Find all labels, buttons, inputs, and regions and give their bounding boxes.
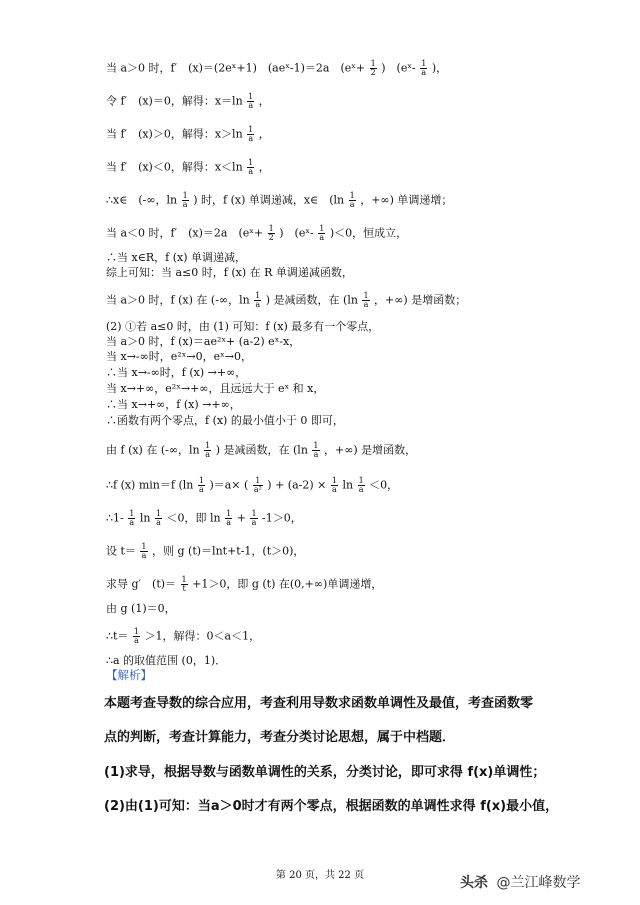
fraction: $\frac{1}{2}$ xyxy=(370,59,376,77)
solution-line-10: (2) ①若 a≤0 时，由 (1) 可知：f (x) 最多有一个零点， xyxy=(106,320,380,333)
text: 当 a＞0 时，f (x) 在 (-∞，ln xyxy=(106,293,250,307)
text: )＝a× ( xyxy=(209,478,249,492)
fraction: $\frac{1}{a}$ xyxy=(133,627,140,645)
text: ∴1- xyxy=(106,511,124,525)
solution-line-20 xyxy=(106,543,304,560)
watermark-text: @兰江峰数学 xyxy=(496,875,581,891)
fraction: $\frac{1}{a}$ xyxy=(205,441,211,459)
text: ) 是减函数，在 (ln xyxy=(215,443,308,457)
solution-line-16: ∴函数有两个零点，f (x) 的最小值小于 0 即可， xyxy=(106,414,344,427)
toutiao-logo-icon: 头杀 xyxy=(460,875,488,891)
solution-line-8: 综上可知：当 a≤0 时，f (x) 在 R 单调递减函数， xyxy=(106,266,353,279)
text: ，+∞) 是增函数， xyxy=(324,443,417,457)
solution-line-7: ∴当 x∈R，f (x) 单调递减， xyxy=(106,251,246,264)
fraction: $\frac{1}{a}$ xyxy=(421,59,427,77)
fraction: $\frac{1}{t}$ xyxy=(181,575,187,593)
fraction: $\frac{1}{a}$ xyxy=(331,476,337,494)
solution-line-11: 当 a＞0 时，f (x)＝ae²ˣ+ (a-2) eˣ-x， xyxy=(106,335,301,348)
solution-line-6 xyxy=(106,225,407,242)
analysis-paragraph-1: 本题考查导数的综合应用，考查利用导数求函数单调性及最值，考查函数零 xyxy=(104,696,534,711)
text: ∴x∈ (-∞，ln xyxy=(106,193,178,207)
text: ∴f (x) min＝f (ln xyxy=(106,478,194,492)
text: ) 时，f (x) 单调递减，x∈ (ln xyxy=(193,193,345,207)
text: ∴t＝ xyxy=(106,629,129,643)
fraction: $\frac{1}{a}$ xyxy=(182,191,188,209)
solution-line-19 xyxy=(106,510,302,527)
text: 令 f′ (x)＝0，解得：x＝ln xyxy=(106,94,243,108)
solution-line-4: 当 f′ (x)＜0，解得：x＜ln $\frac{1}{a}$ ， xyxy=(106,158,270,176)
text: -1＞0， xyxy=(262,511,302,525)
text: 求导 g′ (t)＝ xyxy=(106,577,177,591)
text: 当 f′ (x)＞0，解得：x＞ln xyxy=(106,127,243,141)
text: 由 f (x) 在 (-∞，ln xyxy=(106,443,200,457)
fraction: $\frac{1}{a}$ xyxy=(358,476,364,494)
text: ) (eˣ- xyxy=(381,61,416,75)
solution-line-21 xyxy=(106,576,382,593)
fraction: $\frac{1}{a}$ xyxy=(248,158,254,176)
text: ln xyxy=(342,478,354,492)
text: ＞1，解得：0＜a＜1， xyxy=(144,629,261,643)
text: ，则 g (t)＝lnt+t-1，(t＞0)， xyxy=(152,544,305,558)
solution-line-12: 当 x→-∞时，e²ˣ→0，eˣ→0， xyxy=(106,350,252,363)
text: ln xyxy=(139,511,151,525)
solution-line-13: ∴当 x→-∞时，f (x) →+∞， xyxy=(106,366,247,379)
fraction: $\frac{1}{a}$ xyxy=(255,291,261,309)
fraction: $\frac{1}{2}$ xyxy=(268,224,274,242)
text: ＜0， xyxy=(369,478,399,492)
analysis-tag: 【解析】 xyxy=(106,668,152,682)
analysis-paragraph-3: (1)求导，根据导数与函数单调性的关系，分类讨论，即可求得 f(x)单调性； xyxy=(104,765,546,780)
solution-line-9 xyxy=(106,292,466,309)
analysis-paragraph-2: 点的判断，考查计算能力，考查分类讨论思想，属于中档题． xyxy=(104,730,456,745)
text: 当 f′ (x)＜0，解得：x＜ln xyxy=(106,160,243,174)
fraction: $\frac{1}{a}$ xyxy=(141,542,147,560)
fraction: $\frac{1}{a}$ xyxy=(349,191,355,209)
solution-line-1 xyxy=(106,60,447,77)
text: ＜0，即 ln xyxy=(166,511,221,525)
solution-line-17 xyxy=(106,442,416,459)
text: +1＞0，即 g (t) 在(0,+∞)单调递增， xyxy=(192,577,383,591)
solution-line-2: 令 f′ (x)＝0，解得：x＝ln $\frac{1}{a}$ ， xyxy=(106,92,270,110)
solution-line-15: ∴当 x→+∞，f (x) →+∞， xyxy=(106,398,241,411)
page-footer: 第 20 页，共 22 页 xyxy=(275,870,365,881)
fraction: $\frac{1}{a}$ xyxy=(129,509,135,527)
fraction: $\frac{1}{a}$ xyxy=(313,441,319,459)
text: )， xyxy=(431,61,448,75)
fraction: $\frac{1}{a}$ xyxy=(248,125,254,143)
text: ) + (a-2) × xyxy=(267,478,327,492)
fraction: $\frac{1}{a}$ xyxy=(198,476,204,494)
solution-line-3: 当 f′ (x)＞0，解得：x＞ln $\frac{1}{a}$ ， xyxy=(106,125,270,143)
text: 当 a＞0 时，f′ (x)＝(2eˣ+1) (aeˣ-1)＝2a (eˣ+ xyxy=(106,61,366,75)
text: 当 a＜0 时，f′ (x)＝2a (eˣ+ xyxy=(106,226,264,240)
solution-line-24: ∴a 的取值范围 (0，1)． xyxy=(106,654,227,667)
fraction: $\frac{1}{\text{a²}}$ xyxy=(253,476,262,494)
fraction: $\frac{1}{a}$ xyxy=(251,509,257,527)
solution-line-22: 由 g (1)＝0， xyxy=(106,602,176,615)
text: )＜0，恒成立， xyxy=(329,226,408,240)
watermark xyxy=(460,872,580,892)
text: 设 t＝ xyxy=(106,544,136,558)
fraction: $\frac{1}{a}$ xyxy=(226,509,232,527)
solution-line-23 xyxy=(106,628,260,645)
fraction: $\frac{1}{a}$ xyxy=(155,509,162,527)
fraction: $\frac{1}{a}$ xyxy=(248,92,254,110)
text: + xyxy=(236,511,246,525)
fraction: $\frac{1}{a}$ xyxy=(363,291,369,309)
solution-line-5 xyxy=(106,192,452,209)
fraction: $\frac{1}{a}$ xyxy=(319,224,325,242)
text: ) (eˣ- xyxy=(279,226,314,240)
text: ，+∞) 是增函数； xyxy=(374,293,467,307)
text: ) 是减函数，在 (ln xyxy=(265,293,358,307)
solution-line-18 xyxy=(106,477,398,494)
solution-line-14: 当 x→+∞，e²ˣ→+∞，且远远大于 eˣ 和 x， xyxy=(106,382,325,395)
analysis-paragraph-4: (2)由(1)可知：当a＞0时才有两个零点，根据函数的单调性求得 f(x)最小值， xyxy=(104,799,559,814)
text: ，+∞) 单调递增； xyxy=(360,193,453,207)
